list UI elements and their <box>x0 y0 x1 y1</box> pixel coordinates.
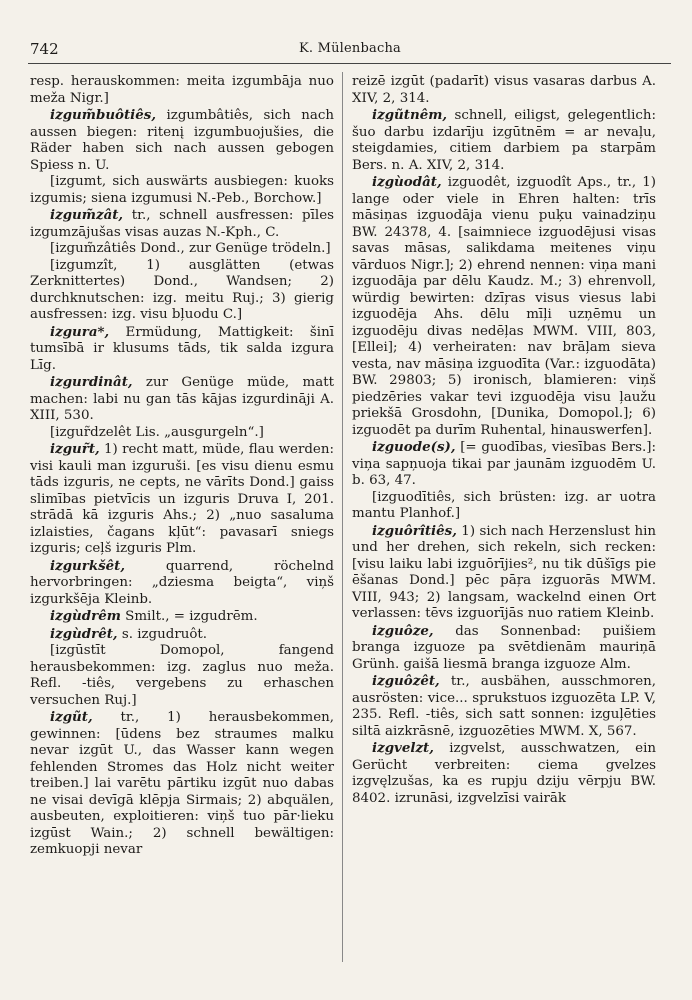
running-head: K. Mülenbacha <box>299 41 401 56</box>
dictionary-entry <box>30 643 334 709</box>
dictionary-entry <box>30 258 334 324</box>
entry-headword: izguôze, <box>372 622 434 639</box>
entry-text: izgvelst, ausschwatzen, ein Gerücht verbreiten: ciema gvelzes izgvęlzušas, ka es rupju dziju vērpju BW. 8402. izrunāsi, izgvelzīsi vairāk <box>352 741 656 806</box>
entry-text: zur Genüge müde, matt machen: labi nu gan tās kājas izgurdināji A. XIII, 530. <box>30 375 334 423</box>
header-rule <box>28 63 671 64</box>
left-column <box>30 74 334 859</box>
entry-text: schnell, eiligst, gelegentlich: šuo darbu izdarīju izgūtnēm = ar nevaļu, steigdamies, citiem darbiem pa starpām Bers. n. A. XIV, 2, 314. <box>352 108 656 173</box>
right-column <box>352 74 656 807</box>
dictionary-entry <box>352 74 656 107</box>
dictionary-entry <box>30 374 334 425</box>
entry-headword: izgurkšêt, <box>50 557 126 574</box>
dictionary-entry <box>30 626 334 644</box>
page-number: 742 <box>30 40 59 58</box>
entry-text: izguodêt, izguodît Aps., tr., 1) lange oder viele in Ehren halten: trīs māsiņas izguodāja vienu puķu vainadziņu BW. 24378, 4. [saimniece izguodējusi visas savas māsas, salikdama meitenes viņu vārduos Nigr.]; 2) ehrend nennen: viņa mani izguodāja par dēlu Kaudz. M.; 3) ehrenvoll, würdig bewirten: dzīŗas visus viesus labi izguodēja Ahs. dēlu mīļi uzņēmu un izguodēju divas nedēļas MWM. VIII, 803, [Ellei]; 4) verheiraten: nav brāļam sieva vesta, nav māsiņa izguodīta (Var.: izguodāta) BW. 29803; 5) ironisch, blamieren: viņš piedzēries vakar tevi izguodēja visu ļaužu priekšā Grosdohn, [Dunika, Domopol.]; 6) izguodēt pa durīm Ruhental, hinauswerfen]. <box>352 175 656 438</box>
entry-headword: izgũt, <box>50 709 93 725</box>
entry-headword: izguôrîtiês, <box>372 522 457 539</box>
entry-text: [izgumzît, 1) ausglätten (etwas Zerknittertes) Dond., Wandsen; 2) durchknutschen: izg. meitu Ruj.; 3) gierig ausfressen: izg. visu bļuodu C.] <box>30 257 334 322</box>
entry-text: tr., 1) herausbekommen, gewinnen: [ūdens bez straumes malku nevar izgūt U., das Wasser kann wegen fehlenden Stromes das Holz nicht weiter treiben.] lai varētu pārtiku izgūt nuo dabas ne visai devīgā klēpja Sirmais; 2) abquälen, ausbeuten, exploitieren: viņš tuo pār·lieku izgūst Wain.; 2) schnell bewältigen: zemkuopji nevar <box>30 710 334 857</box>
entry-text: tr., schnell ausfressen: pīles izgumzājušas visas auzas N.-Kph., C. <box>30 208 334 240</box>
dictionary-entry <box>352 174 656 439</box>
entry-text: [izgūstīt Domopol, fangend herausbekommen: izg. zaglus nuo meža. Refl. -tiês, vergebens zu erhaschen versuchen Ruj.] <box>30 643 334 708</box>
entry-headword: izgur̃t, <box>50 441 100 457</box>
entry-text: [= guodības, viesības Bers.]: viņa sapņuoja tikai par jaunām izguodēm U. b. 63, 47. <box>352 440 656 488</box>
dictionary-entry <box>352 490 656 523</box>
entry-text: [izgumt, sich auswärts ausbiegen: kuoks izgumis; siena izgumusi N.-Peb., Borchow.] <box>30 174 334 206</box>
entry-headword: izgurdinât, <box>50 374 133 390</box>
entry-headword: izgũtnêm, <box>372 107 448 123</box>
entry-headword: izguôzêt, <box>372 673 440 689</box>
entry-text: resp. herauskommen: meita izgumbāja nuo meža Nigr.] <box>30 74 334 106</box>
entry-text: s. izgudruôt. <box>117 626 208 642</box>
entry-headword: izgura*, <box>50 323 110 340</box>
page-header <box>30 36 670 58</box>
entry-headword: izgum̃zât, <box>50 207 124 223</box>
entry-text: das Sonnenbad: puišiem branga izguoze pa svētdienām mauriņā Grünh. gaišā liesmā branga izguoze Alm. <box>352 623 656 672</box>
entry-headword: izgùodât, <box>372 174 442 190</box>
entry-text: quarrend, röchelnd hervorbringen: „dziesma beigta“, viņš izgurkšēja Kleinb. <box>30 558 334 607</box>
dictionary-entry <box>30 174 334 207</box>
entry-text: reizē izgūt (padarīt) visus vasaras darbus A. XIV, 2, 314. <box>352 74 656 106</box>
entry-headword: izgùdrêt, <box>50 625 118 642</box>
entry-headword: izgùdrêm <box>50 608 121 624</box>
column-divider <box>342 72 343 962</box>
dictionary-entry <box>352 107 656 174</box>
entry-text: 1) recht matt, müde, flau werden: visi kauli man izguruši. [es visu dienu esmu tāds izguris, ne cepts, ne vārīts Dond.] gaiss slimības pietvīcis un izguris Druva I, 201. strādā kā izguris Ahs.; 2) „nuo sasaluma izlaisties, čagans kļūt“: pavasarī sniegs izguris; ceļš izguris Plm. <box>30 442 334 556</box>
entry-text: [izgur̃dzelêt Lis. „ausgurgeln“.] <box>50 424 264 440</box>
entry-text: Ermüdung, Mattigkeit: šinī tumsībā ir klusums tāds, tik salda izgura Līg. <box>30 324 334 373</box>
entry-headword: izguode(s), <box>372 439 456 455</box>
entry-text: tr., ausbähen, ausschmoren, ausrösten: vice... sprukstuos izguozēta LP. V, 235. Refl. -tiês, sich satt sonnen: izguļēties siltā aizkrāsnē, izguozēties MWM. X, 567. <box>352 674 656 739</box>
entry-text: izgumbâtiês, sich nach aussen biegen: ritenį izgumbuojušies, die Räder haben sich nach aussen gebogen Spiess n. U. <box>30 108 334 173</box>
dictionary-entry <box>352 439 656 490</box>
entry-text: [izguodītiês, sich brüsten: izg. ar uotra mantu Planhof.] <box>352 489 656 521</box>
dictionary-entry <box>30 107 334 174</box>
dictionary-entry <box>352 673 656 740</box>
entry-headword: izgum̃buôtiês, <box>50 107 156 123</box>
dictionary-entry <box>352 523 656 623</box>
dictionary-entry <box>30 608 334 626</box>
dictionary-entry <box>30 207 334 241</box>
entry-text: [izgum̃zâtiês Dond., zur Genüge trödeln.] <box>50 241 331 256</box>
dictionary-entry <box>30 425 334 442</box>
entry-text: 1) sich nach Herzenslust hin und her drehen, sich rekeln, sich recken: [visu laiku labi izguōrījies², nu tik dūšīgs pie ēšanas Dond.] pēc pāŗa izguorās MWM. VIII, 943; 2) langsam, wackelnd einen Ort verlassen: tēvs izguorījās nuo ratiem Kleinb. <box>352 523 656 621</box>
dictionary-entry <box>352 623 656 674</box>
dictionary-entry <box>30 241 334 258</box>
dictionary-entry <box>30 558 334 609</box>
dictionary-entry <box>30 709 334 859</box>
dictionary-entry <box>30 324 334 375</box>
entry-text: Smilt., = izgudrēm. <box>120 609 258 624</box>
dictionary-entry <box>30 441 334 558</box>
dictionary-entry <box>352 740 656 807</box>
dictionary-entry <box>30 74 334 107</box>
entry-headword: izgvelzt, <box>372 740 434 756</box>
